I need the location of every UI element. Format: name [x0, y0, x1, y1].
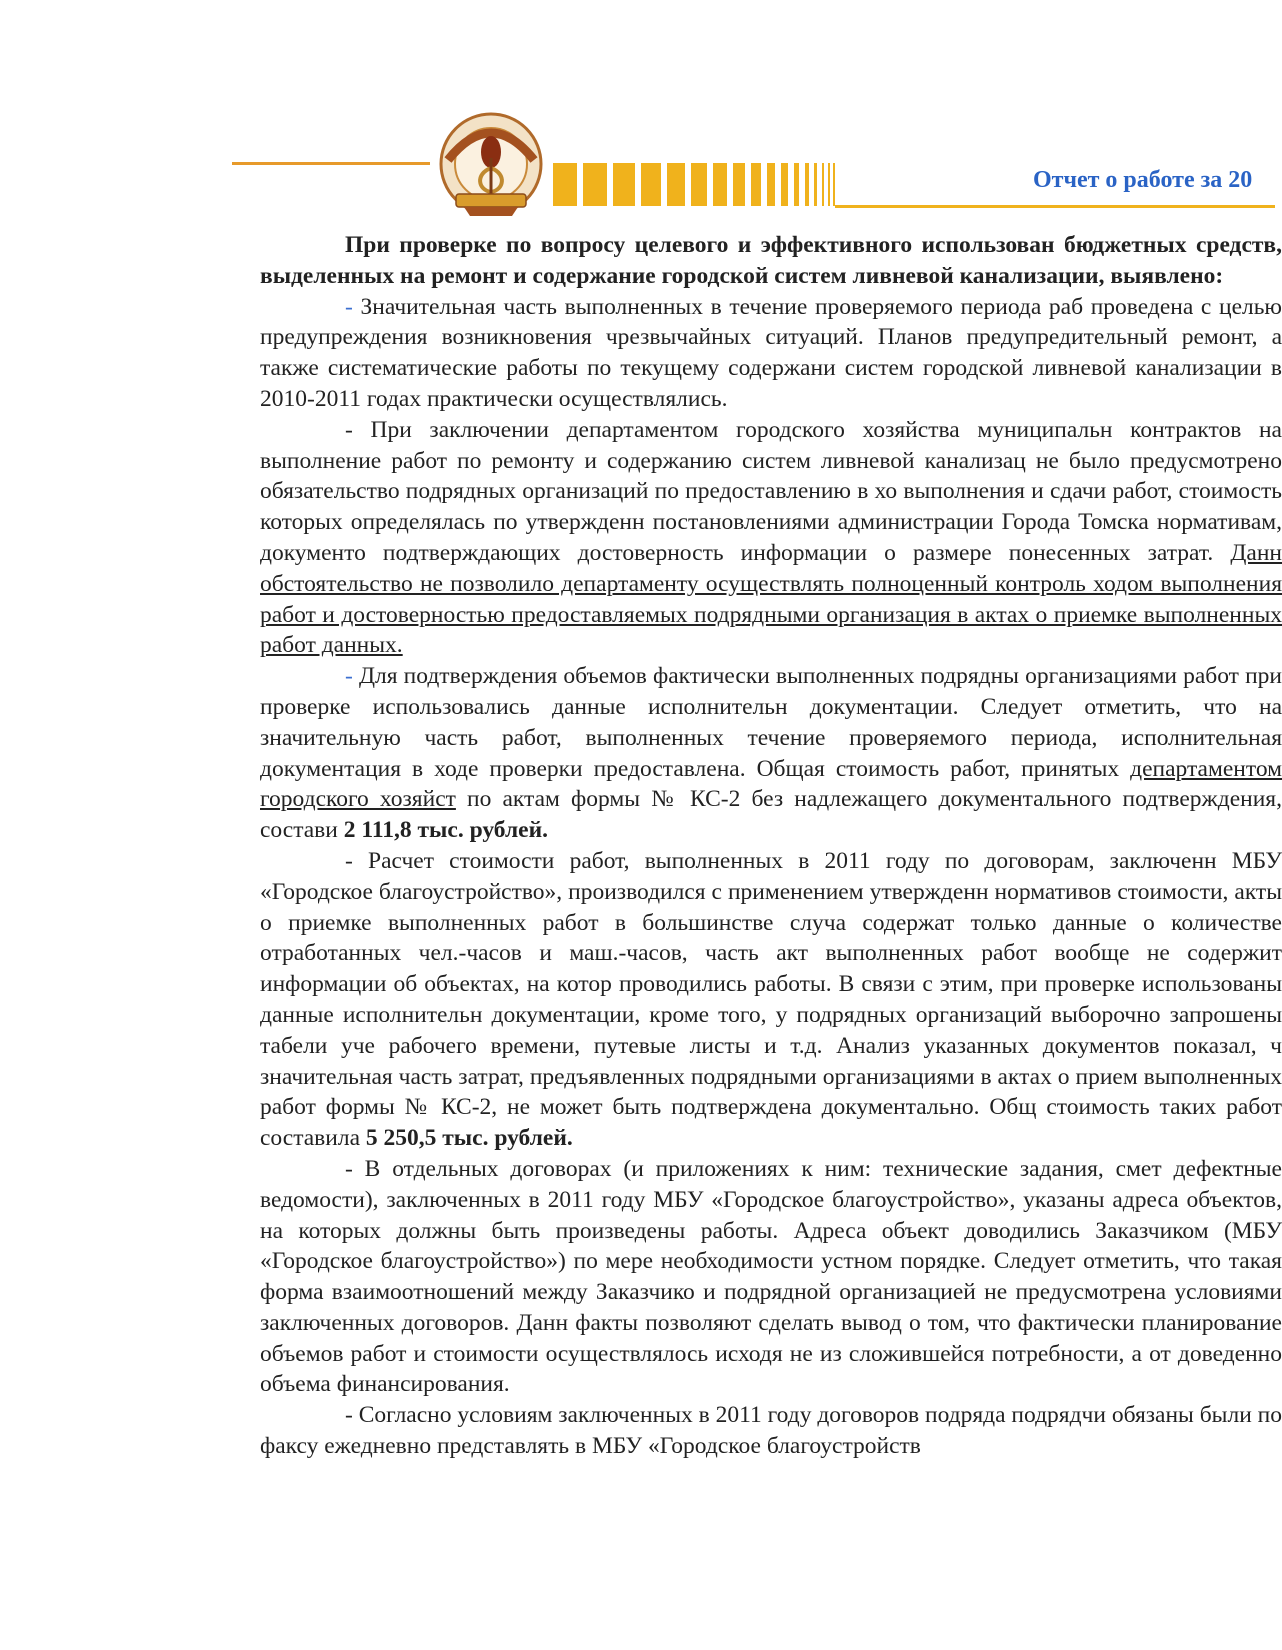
header-line-left: [232, 162, 430, 165]
paragraph-2-underlined: Данн обстоятельство не позволило департаменту осуществлять полноценный контроль ходом выполнения работ и достоверностью предоставляемых подрядными организация в актах о приемке выполненных работ данных.: [260, 539, 1282, 659]
paragraph-2: [260, 415, 1282, 661]
paragraph-5: - В отдельных договорах (и приложениях к ним: технические задания, смет дефектные ведомости), заключенных в 2011 году МБУ «Городское благоустройство», указаны адреса объектов, на которых должны быть произведены работы. Адреса объект доводились Заказчиком (МБУ «Городское благоустройство») по мере необходимости устном порядке. Следует отметить, что такая форма взаимоотношений между Заказчико и подрядной организацией не предусмотрена условиями заключенных договоров. Данн факты позволяют сделать вывод о том, что фактически планирование объемов работ и стоимости осуществлялось исходя не из сложившейся потребности, а от доведенно объема финансирования.: [260, 1155, 1282, 1398]
header-underline-right: [835, 205, 1275, 208]
paragraph-1: [260, 292, 1282, 415]
paragraph-3-dash: -: [345, 663, 353, 690]
paragraph-3: [260, 661, 1282, 846]
report-title: Отчет о работе за 20: [1033, 167, 1253, 193]
decorative-bars: [553, 163, 835, 206]
emblem-logo: [430, 108, 552, 220]
paragraph-4-amount: 5 250,5 тыс. рублей.: [365, 1125, 573, 1152]
section-heading: При проверке по вопросу целевого и эффективного использован бюджетных средств, выделенных на ремонт и содержание городской систем ливневой канализации, выявлено:: [260, 232, 1282, 289]
document-body: [260, 230, 1282, 1462]
paragraph-2-text: - При заключении департаментом городского хозяйства муниципальн контрактов на выполнение работ по ремонту и содержанию систем ливневой канализац не было предусмотрено обязательство подрядных организаций по предоставлению в хо выполнения и сдачи работ, стоимость которых определялась по утвержденн постановлениями администрации Города Томска нормативам, документо подтверждающих достоверность информации о размере понесенных затрат.: [260, 416, 1282, 566]
paragraph-6: - Согласно условиям заключенных в 2011 году договоров подряда подрядчи обязаны были по факсу ежедневно представлять в МБУ «Городское благоустройств: [260, 1402, 1282, 1460]
paragraph-3-text: Для подтверждения объемов фактически выполненных подрядны организациями работ при проверке использовались данные исполнительн документации. Следует отметить, что на значительную часть работ, выполненных течение проверяемого периода, исполнительная документация в ходе проверки предоставлена. Общая стоимость работ, принятых: [260, 663, 1282, 782]
paragraph-4-text: - Расчет стоимости работ, выполненных в 2011 году по договорам, заключенн МБУ «Городское благоустройство», производился с применением утвержденн нормативов стоимости, акты о приемке выполненных работ в большинстве случа содержат только данные о количестве отработанных чел.-часов и маш.-часов, часть акт выполненных работ вообще не содержит информации об объектах, на котор проводились работы. В связи с этим, при проверке использованы данные исполнительн документации, кроме того, у подрядных организаций выборочно запрошены табели уче рабочего времени, путевые листы и т.д. Анализ указанных документов показал, ч значительная часть затрат, предъявленных подрядными организациями в актах о прием выполненных работ формы № КС-2, не может быть подтверждена документально. Общ стоимость таких работ составила: [260, 847, 1282, 1152]
paragraph-1-dash: -: [345, 293, 353, 320]
paragraph-3-text-2: по актам формы № КС-2 без надлежащего документального подтверждения, состави: [260, 786, 1282, 844]
paragraph-4: [260, 846, 1282, 1154]
paragraph-1-text: Значительная часть выполненных в течение проверяемого периода раб проведена с целью предупреждения возникновения чрезвычайных ситуаций. Планов предупредительный ремонт, а также систематические работы по текущему содержани систем городской ливневой канализации в 2010-2011 годах практически осуществлялись.: [260, 293, 1282, 412]
paragraph-3-underlined: департаментом городского хозяйст: [260, 755, 1282, 813]
paragraph-3-amount: 2 111,8 тыс. рублей.: [343, 817, 548, 844]
